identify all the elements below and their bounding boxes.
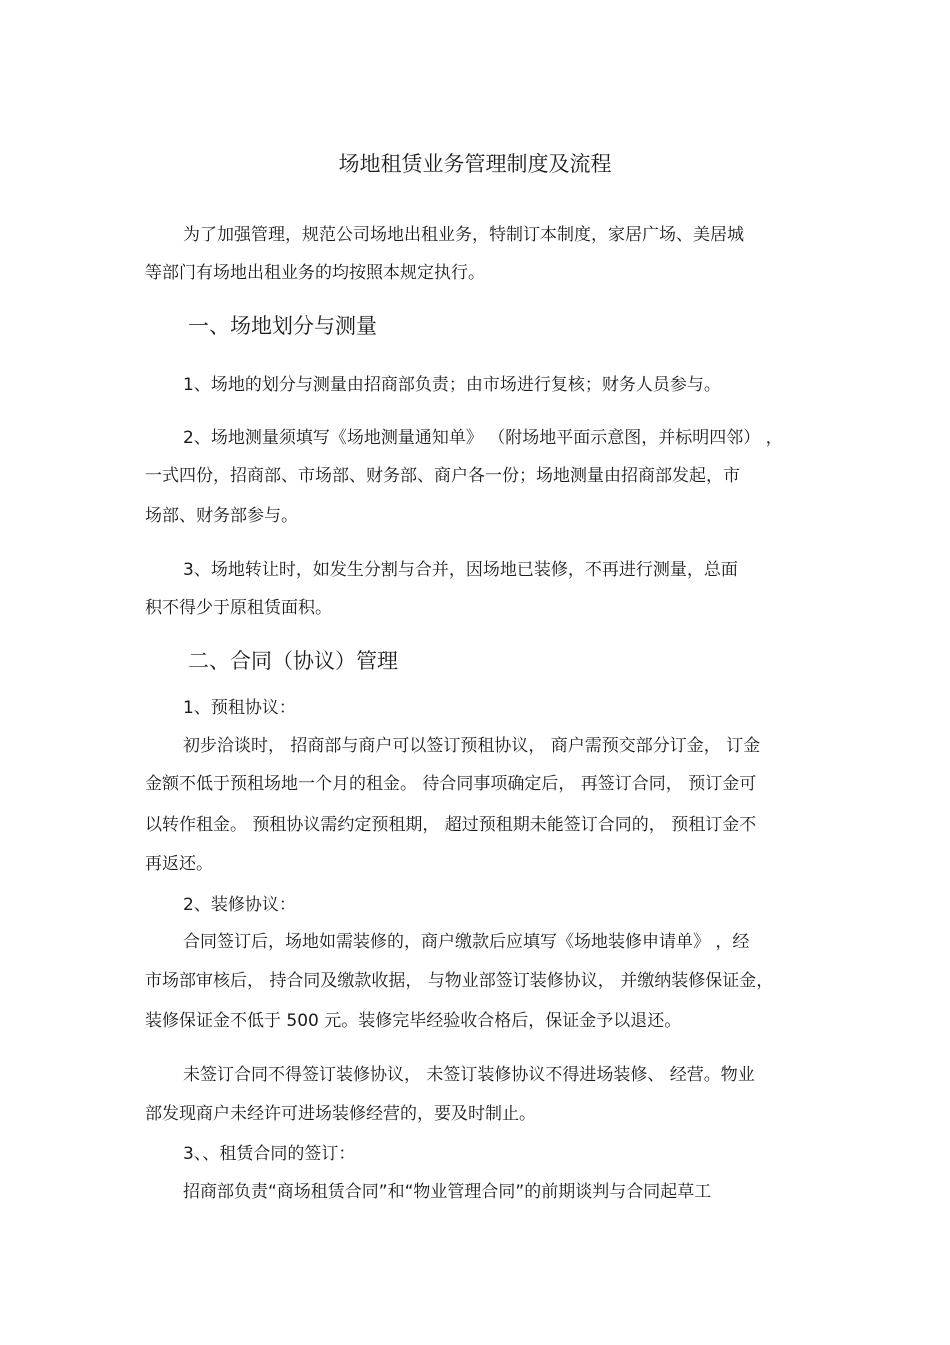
section-1-item-2-line-3: 场部、财务部参与。 [145, 506, 298, 526]
section-1-item-2-line-2: 一式四份，招商部、市场部、财务部、商户各一份；场地测量由招商部发起，市 [145, 466, 740, 486]
section-2-heading: 二、合同（协议）管理 [188, 649, 398, 673]
subsection-1-line-3: 以转作租金。 预租协议需约定预租期， 超过预租期未能签订合同的， 预租订金不 [145, 815, 757, 835]
section-1-item-3-line-1: 3、场地转让时，如发生分割与合并，因场地已装修，不再进行测量，总面 [183, 560, 738, 580]
paragraph-line-2: 部发现商户未经许可进场装修经营的，要及时制止。 [145, 1104, 536, 1124]
subsection-2-line-3: 装修保证金不低于 500 元。装修完毕经验收合格后，保证金予以退还。 [145, 1011, 682, 1031]
subsection-1-title: 1、预租协议： [183, 698, 296, 718]
subsection-1-line-4: 再返还。 [145, 854, 213, 874]
subsection-2-title: 2、装修协议： [183, 895, 296, 915]
intro-line-2: 等部门有场地出租业务的均按照本规定执行。 [145, 263, 485, 283]
document-title: 场地租赁业务管理制度及流程 [338, 152, 612, 176]
subsection-3-title: 3、、租赁合同的签订： [183, 1144, 356, 1164]
section-1-item-1: 1、场地的划分与测量由招商部负责；由市场进行复核；财务人员参与。 [183, 375, 721, 395]
section-1-item-2-line-1: 2、场地测量须填写《场地测量通知单》 （附场地平面示意图，并标明四邻） ， [183, 428, 783, 448]
section-1-heading: 一、场地划分与测量 [188, 314, 377, 338]
intro-line-1: 为了加强管理，规范公司场地出租业务，特制订本制度，家居广场、美居城 [183, 225, 744, 245]
subsection-2-line-2: 市场部审核后， 持合同及缴款收据， 与物业部签订装修协议， 并缴纳装修保证金， [145, 971, 774, 991]
subsection-1-line-2: 金额不低于预租场地一个月的租金。 待合同事项确定后， 再签订合同， 预订金可 [145, 774, 757, 794]
section-1-item-3-line-2: 积不得少于原租赁面积。 [145, 598, 332, 618]
subsection-1-line-1: 初步洽谈时， 招商部与商户可以签订预租协议， 商户需预交部分订金， 订金 [183, 736, 761, 756]
subsection-2-line-1: 合同签订后，场地如需装修的，商户缴款后应填写《场地装修申请单》 ，经 [183, 932, 750, 952]
paragraph-line-1: 未签订合同不得签订装修协议， 未签订装修协议不得进场装修、 经营。物业 [183, 1065, 755, 1085]
subsection-3-line-1: 招商部负责“商场租赁合同”和“物业管理合同”的前期谈判与合同起草工 [183, 1182, 712, 1202]
